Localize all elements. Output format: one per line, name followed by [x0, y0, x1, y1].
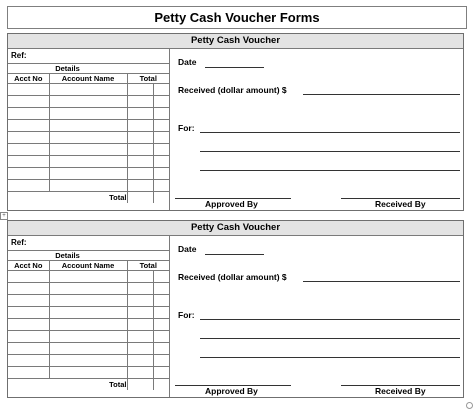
voucher-header: Petty Cash Voucher [8, 34, 463, 49]
col-total: Total [127, 74, 169, 84]
account-name-cell[interactable] [49, 144, 127, 156]
date-field[interactable] [205, 254, 264, 255]
cents-cell[interactable] [153, 343, 169, 355]
total-cell[interactable] [127, 108, 153, 120]
grand-total-cell[interactable] [127, 192, 153, 204]
total-row [8, 379, 169, 391]
total-cell[interactable] [127, 355, 153, 367]
table-row [8, 367, 169, 379]
acct-no-cell[interactable] [8, 144, 49, 156]
total-cell[interactable] [127, 144, 153, 156]
for-line-1[interactable] [200, 319, 460, 320]
acct-no-cell[interactable] [8, 307, 49, 319]
cents-cell[interactable] [153, 295, 169, 307]
voucher-form-2 [7, 220, 464, 398]
for-line-2[interactable] [200, 151, 460, 152]
table-row [8, 355, 169, 367]
acct-no-cell[interactable] [8, 295, 49, 307]
details-label: Details [8, 251, 127, 261]
total-label: Total [8, 379, 127, 391]
table-row [8, 295, 169, 307]
table-row [8, 307, 169, 319]
received-amount-label: Received (dollar amount) $ [178, 272, 287, 282]
table-row [8, 108, 169, 120]
amount-field[interactable] [303, 94, 460, 95]
approved-by-label: Approved By [205, 199, 258, 209]
details-panel [8, 48, 170, 210]
total-cell[interactable] [127, 120, 153, 132]
voucher-info-panel [170, 235, 463, 397]
total-cell[interactable] [127, 156, 153, 168]
date-field[interactable] [205, 67, 264, 68]
total-label: Total [8, 192, 127, 204]
account-name-cell[interactable] [49, 283, 127, 295]
total-row [8, 192, 169, 204]
cents-cell[interactable] [153, 271, 169, 283]
grand-total-cents-cell[interactable] [153, 379, 169, 391]
amount-field[interactable] [303, 281, 460, 282]
account-name-cell[interactable] [49, 355, 127, 367]
table-row [8, 144, 169, 156]
total-cell[interactable] [127, 132, 153, 144]
account-name-cell[interactable] [49, 367, 127, 379]
acct-no-cell[interactable] [8, 168, 49, 180]
cents-cell[interactable] [153, 319, 169, 331]
total-cell[interactable] [127, 343, 153, 355]
account-name-cell[interactable] [49, 108, 127, 120]
acct-no-cell[interactable] [8, 156, 49, 168]
grand-total-cents-cell[interactable] [153, 192, 169, 204]
table-row [8, 168, 169, 180]
account-name-cell[interactable] [49, 319, 127, 331]
acct-no-cell[interactable] [8, 343, 49, 355]
cents-cell[interactable] [153, 156, 169, 168]
page-title: Petty Cash Voucher Forms [7, 6, 467, 29]
account-name-cell[interactable] [49, 295, 127, 307]
grand-total-cell[interactable] [127, 379, 153, 391]
table-row [8, 319, 169, 331]
for-label: For: [178, 123, 195, 133]
cents-cell[interactable] [153, 96, 169, 108]
cents-cell[interactable] [153, 367, 169, 379]
total-cell[interactable] [127, 319, 153, 331]
account-name-cell[interactable] [49, 271, 127, 283]
approved-by-label: Approved By [205, 386, 258, 396]
cents-cell[interactable] [153, 132, 169, 144]
table-row [8, 180, 169, 192]
account-name-cell[interactable] [49, 84, 127, 96]
table-header-row [8, 74, 169, 84]
acct-no-cell[interactable] [8, 96, 49, 108]
total-cell[interactable] [127, 307, 153, 319]
table-row [8, 132, 169, 144]
voucher-header: Petty Cash Voucher [8, 221, 463, 236]
col-total: Total [127, 261, 169, 271]
account-name-cell[interactable] [49, 120, 127, 132]
voucher-form-1 [7, 33, 464, 211]
details-label: Details [8, 64, 127, 74]
account-name-cell[interactable] [49, 331, 127, 343]
cents-cell[interactable] [153, 331, 169, 343]
acct-no-cell[interactable] [8, 331, 49, 343]
for-line-2[interactable] [200, 338, 460, 339]
table-row [8, 283, 169, 295]
total-cell[interactable] [127, 84, 153, 96]
for-line-3[interactable] [200, 357, 460, 358]
total-cell[interactable] [127, 168, 153, 180]
details-table [8, 260, 169, 390]
table-row [8, 84, 169, 96]
move-handle-icon[interactable]: + [0, 212, 8, 220]
received-amount-label: Received (dollar amount) $ [178, 85, 287, 95]
table-row [8, 331, 169, 343]
col-acct-no: Acct No [8, 74, 49, 84]
table-row [8, 96, 169, 108]
cents-cell[interactable] [153, 180, 169, 192]
cents-cell[interactable] [153, 355, 169, 367]
details-panel [8, 235, 170, 397]
for-label: For: [178, 310, 195, 320]
for-line-1[interactable] [200, 132, 460, 133]
total-cell[interactable] [127, 295, 153, 307]
for-line-3[interactable] [200, 170, 460, 171]
voucher-info-panel [170, 48, 463, 210]
account-name-cell[interactable] [49, 168, 127, 180]
ref-label: Ref: [11, 238, 27, 247]
ref-label: Ref: [11, 51, 27, 60]
account-name-cell[interactable] [49, 96, 127, 108]
account-name-cell[interactable] [49, 180, 127, 192]
total-cell[interactable] [127, 180, 153, 192]
account-name-cell[interactable] [49, 156, 127, 168]
acct-no-cell[interactable] [8, 319, 49, 331]
table-row [8, 120, 169, 132]
cents-cell[interactable] [153, 120, 169, 132]
date-label: Date [178, 57, 197, 67]
cents-cell[interactable] [153, 168, 169, 180]
table-row [8, 343, 169, 355]
details-table [8, 73, 169, 203]
cents-cell[interactable] [153, 144, 169, 156]
total-cell[interactable] [127, 367, 153, 379]
total-cell[interactable] [127, 271, 153, 283]
cents-cell[interactable] [153, 108, 169, 120]
cents-cell[interactable] [153, 283, 169, 295]
date-label: Date [178, 244, 197, 254]
total-cell[interactable] [127, 331, 153, 343]
cents-cell[interactable] [153, 307, 169, 319]
acct-no-cell[interactable] [8, 120, 49, 132]
col-account-name: Account Name [49, 74, 127, 84]
acct-no-cell[interactable] [8, 283, 49, 295]
col-acct-no: Acct No [8, 261, 49, 271]
acct-no-cell[interactable] [8, 271, 49, 283]
received-by-label: Received By [375, 199, 426, 209]
table-header-row [8, 261, 169, 271]
acct-no-cell[interactable] [8, 108, 49, 120]
acct-no-cell[interactable] [8, 367, 49, 379]
col-account-name: Account Name [49, 261, 127, 271]
account-name-cell[interactable] [49, 307, 127, 319]
total-cell[interactable] [127, 96, 153, 108]
account-name-cell[interactable] [49, 132, 127, 144]
acct-no-cell[interactable] [8, 355, 49, 367]
cents-cell[interactable] [153, 84, 169, 96]
table-row [8, 156, 169, 168]
acct-no-cell[interactable] [8, 132, 49, 144]
account-name-cell[interactable] [49, 343, 127, 355]
received-by-label: Received By [375, 386, 426, 396]
total-cell[interactable] [127, 283, 153, 295]
acct-no-cell[interactable] [8, 84, 49, 96]
table-row [8, 271, 169, 283]
acct-no-cell[interactable] [8, 180, 49, 192]
